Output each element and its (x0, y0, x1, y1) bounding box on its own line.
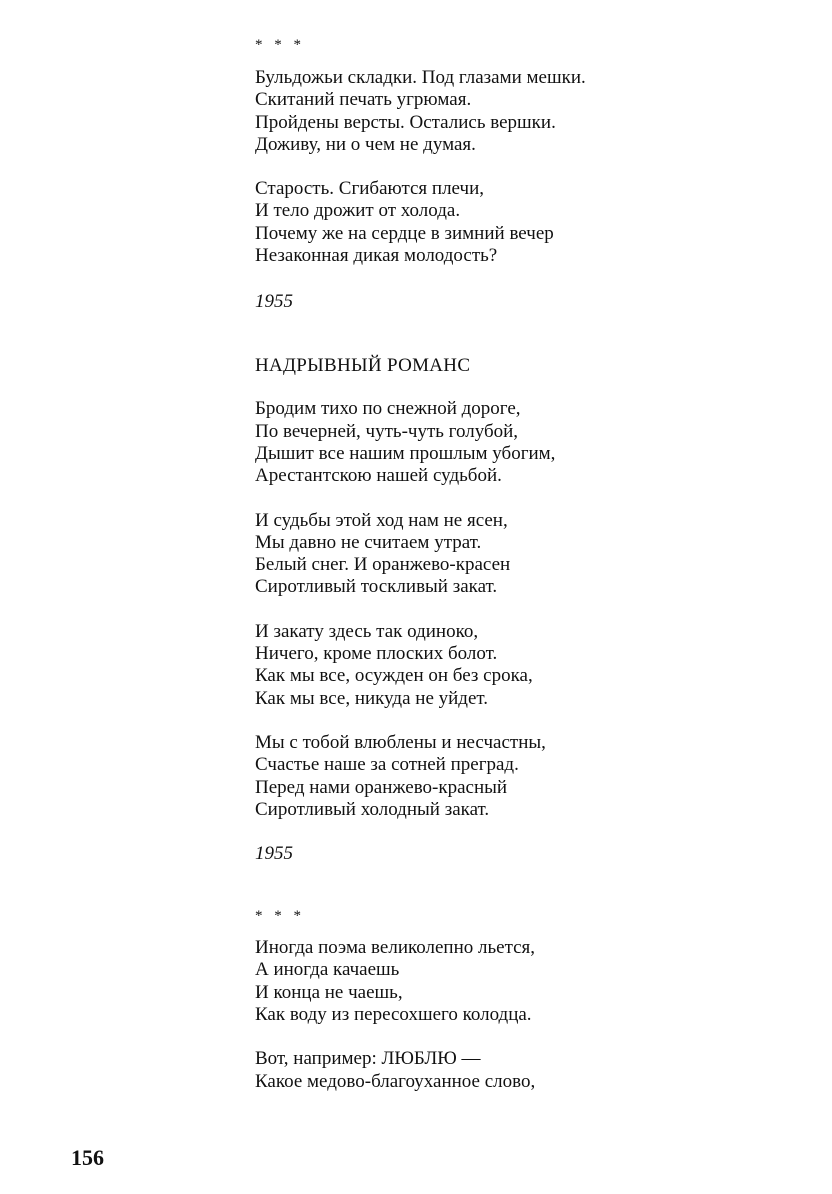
poem-3-stanza-2 (255, 1048, 775, 1093)
verse-line: Пройдены версты. Остались вершки. (255, 111, 556, 133)
verse-line: И судьбы этой ход нам не ясен, (255, 509, 508, 531)
verse-line: Как мы все, никуда не уйдет. (255, 687, 489, 709)
verse-line: Мы давно не считаем утрат. (255, 531, 482, 553)
poem-1-stanza-2 (255, 178, 775, 267)
poem-2-stanza-2 (255, 510, 775, 599)
poem-3 (255, 905, 775, 1093)
poem-1-stanza-1 (255, 67, 775, 156)
verse-line: Вот, например: ЛЮБЛЮ — (255, 1048, 481, 1070)
verse-line: Мы с тобой влюблены и несчастны, (255, 731, 546, 753)
verse-line: По вечерней, чуть-чуть голубой, (255, 420, 519, 442)
poem-2-year: 1955 (255, 843, 293, 865)
verse-line: И закату здесь так одиноко, (255, 620, 479, 642)
verse-line: Иногда поэма великолепно льется, (255, 937, 536, 959)
poem-2-stanza-1 (255, 398, 775, 487)
verse-line: Бульдожьи складки. Под глазами мешки. (255, 67, 586, 88)
poem-2-stanza-3 (255, 621, 775, 710)
verse-line: Доживу, ни о чем не думая. (255, 133, 476, 155)
verse-line: И конца не чаешь, (255, 981, 403, 1003)
poem-1 (255, 34, 775, 313)
verse-line: Старость. Сгибаются плечи, (255, 178, 484, 200)
verse-line: Ничего, кроме плоских болот. (255, 643, 498, 665)
poem-3-marker: * * * (255, 908, 305, 925)
poem-2-stanza-4 (255, 732, 775, 821)
verse-line: Сиротливый тоскливый закат. (255, 576, 498, 598)
verse-line: Скитаний печать угрюмая. (255, 89, 472, 111)
page-content (255, 34, 775, 1093)
poem-2 (255, 355, 775, 865)
verse-line: И тело дрожит от холода. (255, 200, 461, 222)
verse-line: Сиротливый холодный закат. (255, 798, 490, 820)
verse-line: Как воду из пересохшего колодца. (255, 1004, 532, 1026)
poem-1-year: 1955 (255, 291, 293, 313)
verse-line: Счастье наше за сотней преград. (255, 754, 519, 776)
verse-line: Незаконная дикая молодость? (255, 245, 498, 267)
verse-line: Перед нами оранжево-красный (255, 776, 508, 798)
verse-line: Почему же на сердце в зимний вечер (255, 222, 554, 244)
page-number: 156 (71, 1145, 104, 1170)
poem-2-title: НАДРЫВНЫЙ РОМАНС (255, 355, 471, 377)
verse-line: Арестантскою нашей судьбой. (255, 465, 502, 487)
verse-line: Как мы все, осужден он без срока, (255, 665, 533, 687)
poem-1-marker: * * * (255, 37, 305, 53)
verse-line: А иногда качаешь (255, 959, 400, 981)
poem-3-stanza-1 (255, 937, 775, 1026)
verse-line: Какое медово-благоуханное слово, (255, 1070, 536, 1092)
verse-line: Белый снег. И оранжево-красен (255, 554, 511, 576)
verse-line: Бродим тихо по снежной дороге, (255, 398, 521, 420)
verse-line: Дышит все нашим прошлым убогим, (255, 442, 556, 464)
